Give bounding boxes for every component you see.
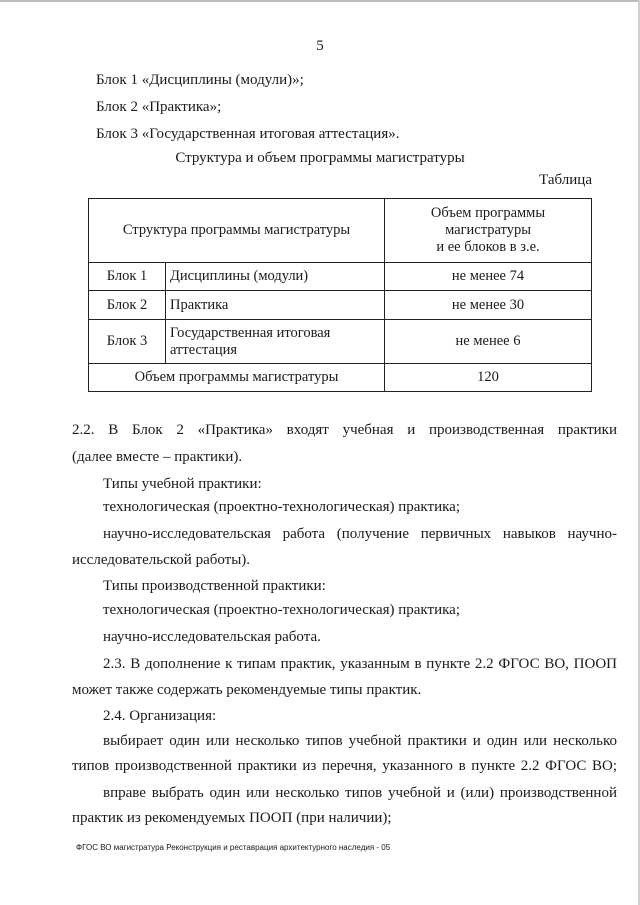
para-2-4-a-line-1: выбирает один или несколько типов учебной практики и один или несколько (103, 733, 617, 749)
row-value-cell: не менее 30 (385, 291, 592, 320)
header-volume-line-2: магистратуры (445, 222, 531, 238)
row-block-cell: Блок 3 (89, 320, 166, 364)
table-title: Структура и объем программы магистратуры (175, 150, 465, 166)
total-label-cell: Объем программы магистратуры (89, 364, 385, 392)
header-structure-cell (89, 199, 385, 263)
para-2-4-a-line-2: типов производственной практики из перечня, указанного в пункте 2.2 ФГОС ВО; (72, 758, 617, 774)
row-value-cell: не менее 6 (385, 320, 592, 364)
table-row (89, 320, 592, 364)
para-2-2-line-2: (далее вместе – практики). (72, 449, 243, 465)
row-block-cell: Блок 1 (89, 263, 166, 291)
table-header-row (89, 199, 592, 263)
study-research-line-2: исследовательской работы). (72, 552, 251, 568)
table-row (89, 263, 592, 291)
structure-table (88, 198, 592, 392)
total-value-cell: 120 (385, 364, 592, 392)
para-2-4-b-line-2: практик из рекомендуемых ПООП (при наличии); (72, 810, 392, 826)
row-block-cell: Блок 2 (89, 291, 166, 320)
table-total-row (89, 364, 592, 392)
row-name-line-2: аттестация (170, 341, 238, 358)
header-volume-line-1: Объем программы (430, 205, 546, 221)
prod-research-item: научно-исследовательская работа. (103, 629, 321, 645)
page-edge-top (0, 0, 640, 2)
document-footer: ФГОС ВО магистратура Реконструкция и реставрация архитектурного наследия - 05 (76, 843, 391, 852)
para-2-4-b-line-1: вправе выбрать один или несколько типов учебной и (или) производственной (103, 785, 617, 801)
study-research-line-1: научно-исследовательская работа (получение первичных навыков научно- (103, 526, 617, 542)
row-name-line-1: Государственная итоговая (170, 324, 331, 341)
block-2-line: Блок 2 «Практика»; (96, 99, 222, 115)
study-types-heading: Типы учебной практики: (103, 476, 262, 492)
row-value-cell: не менее 74 (385, 263, 592, 291)
block-1-line: Блок 1 «Дисциплины (модули)»; (96, 72, 304, 88)
table-label: Таблица (539, 172, 592, 188)
row-name-cell (166, 320, 385, 364)
table-row (89, 291, 592, 320)
header-volume-cell (385, 199, 592, 263)
block-3-line: Блок 3 «Государственная итоговая аттестация». (96, 126, 400, 142)
row-name-cell: Дисциплины (модули) (166, 263, 385, 291)
para-2-4-heading: 2.4. Организация: (103, 708, 217, 724)
para-2-3-line-2: может также содержать рекомендуемые типы практик. (72, 682, 422, 698)
para-2-2-line-1: 2.2. В Блок 2 «Практика» входят учебная и производственная практики (72, 422, 617, 438)
study-tech-item: технологическая (проектно-технологическая) практика; (103, 499, 460, 515)
prod-types-heading: Типы производственной практики: (103, 578, 326, 594)
header-structure: Структура программы магистратуры (122, 222, 351, 238)
page-number: 5 (316, 38, 324, 54)
row-name-cell: Практика (166, 291, 385, 320)
para-2-3-line-1: 2.3. В дополнение к типам практик, указанным в пункте 2.2 ФГОС ВО, ПООП (103, 656, 617, 672)
header-volume-line-3: и ее блоков в з.е. (436, 239, 540, 255)
prod-tech-item: технологическая (проектно-технологическая) практика; (103, 602, 460, 618)
